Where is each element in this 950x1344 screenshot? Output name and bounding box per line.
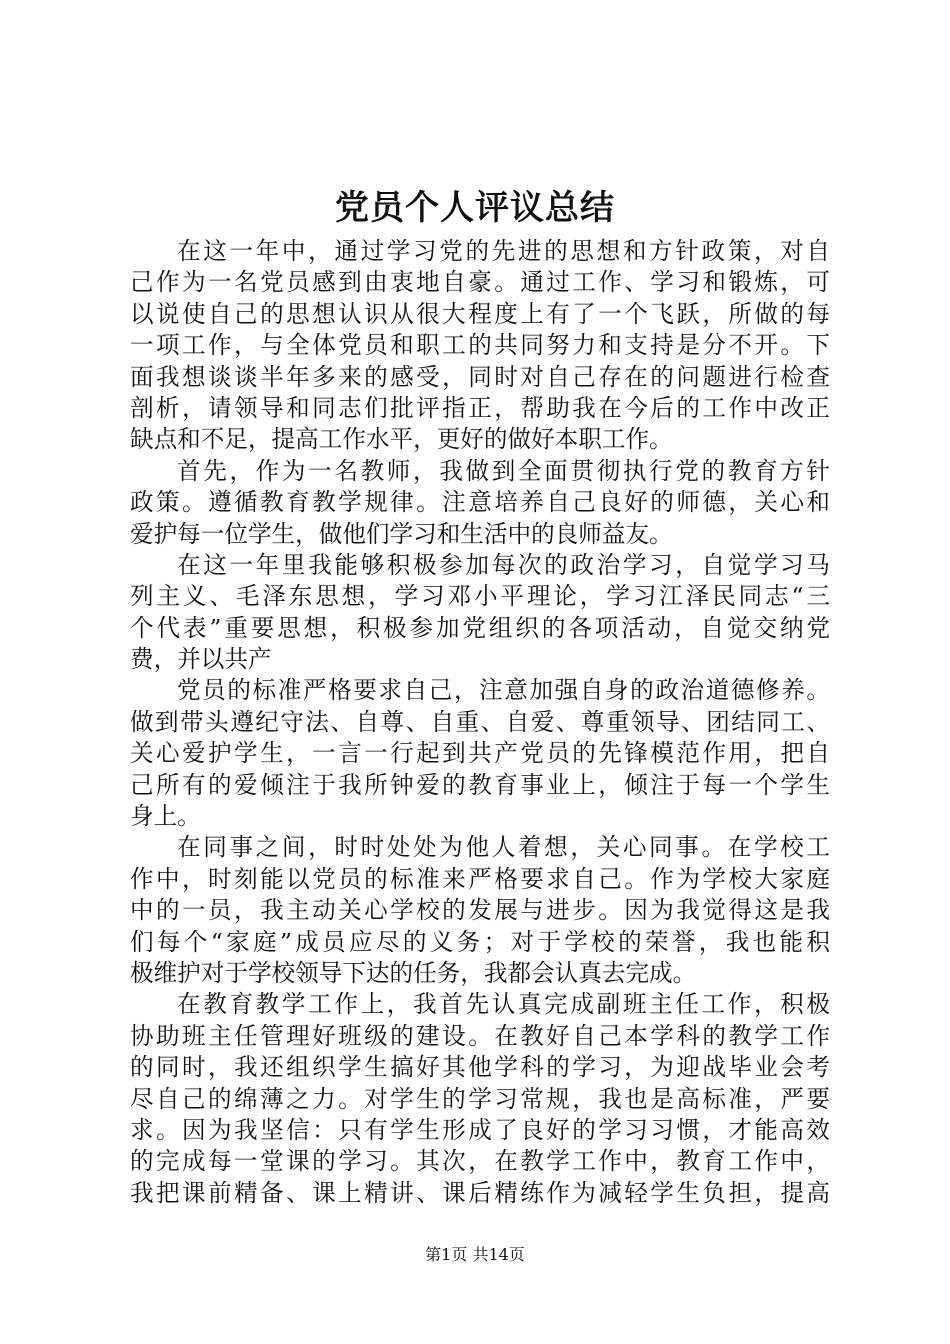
body-line: 首先，作为一名教师，我做到全面贯彻执行党的教育方针 [177,456,830,485]
body-line: 的完成每一堂课的学习。其次，在教学工作中，教育工作中， [130,1147,830,1176]
body-line: 的同时，我还组织学生搞好其他学科的学习，为迎战毕业会考 [130,1053,830,1082]
body-line: 党员的标准严格要求自己，注意加强自身的政治道德修养。 [177,676,830,705]
body-line: 在同事之间，时时处处为他人着想，关心同事。在学校工 [177,833,830,862]
body-line: 在这一年里我能够积极参加每次的政治学习，自觉学习马 [177,550,830,579]
body-line: 列主义、毛泽东思想，学习邓小平理论，学习江泽民同志“三 [130,582,830,611]
body-line: 我把课前精备、课上精讲、课后精练作为减轻学生负担，提高 [130,1178,830,1207]
body-line: 爱护每一位学生，做他们学习和生活中的良师益友。 [130,519,673,548]
body-line: 做到带头遵纪守法、自尊、自重、自爱、尊重领导、团结同工、 [130,707,830,736]
page-number-footer: 第1页 共14页 [425,1245,525,1264]
body-line: 尽自己的绵薄之力。对学生的学习常规，我也是高标准，严要 [130,1084,830,1113]
document-title: 党员个人评议总结 [335,188,615,228]
body-line: 己所有的爱倾注于我所钟爱的教育事业上，倾注于每一个学生 [130,770,830,799]
body-line: 们每个“家庭”成员应尽的义务；对于学校的荣誉，我也能积 [130,927,830,956]
body-line: 协助班主任管理好班级的建设。在教好自己本学科的教学工作 [130,1021,830,1050]
body-line: 个代表”重要思想，积极参加党组织的各项活动，自觉交纳党 [130,613,830,642]
body-line: 缺点和不足，提高工作水平，更好的做好本职工作。 [130,425,673,454]
body-line: 以说使自己的思想认识从很大程度上有了一个飞跃，所做的每 [130,299,830,328]
body-line: 作中，时刻能以党员的标准来严格要求自己。作为学校大家庭 [130,864,830,893]
body-line: 面我想谈谈半年多来的感受，同时对自己存在的问题进行检查 [130,362,830,391]
body-line: 求。因为我坚信：只有学生形成了良好的学习习惯，才能高效 [130,1115,830,1144]
body-line: 己作为一名党员感到由衷地自豪。通过工作、学习和锻炼，可 [130,268,830,297]
body-line: 身上。 [130,802,201,831]
body-line: 关心爱护学生，一言一行起到共产党员的先锋模范作用，把自 [130,739,830,768]
body-line: 剖析，请领导和同志们批评指正，帮助我在今后的工作中改正 [130,393,830,422]
body-line: 政策。遵循教育教学规律。注意培养自己良好的师德，关心和 [130,488,830,517]
body-line: 费，并以共产 [130,645,272,674]
body-line: 在教育教学工作上，我首先认真完成副班主任工作，积极 [177,990,830,1019]
document-body [130,236,830,1209]
body-line: 极维护对于学校领导下达的任务，我都会认真去完成。 [130,958,697,987]
body-line: 在这一年中，通过学习党的先进的思想和方针政策，对自 [177,237,830,265]
body-line: 一项工作，与全体党员和职工的共同努力和支持是分不开。下 [130,331,830,360]
body-line: 中的一员，我主动关心学校的发展与进步。因为我觉得这是我 [130,896,830,925]
